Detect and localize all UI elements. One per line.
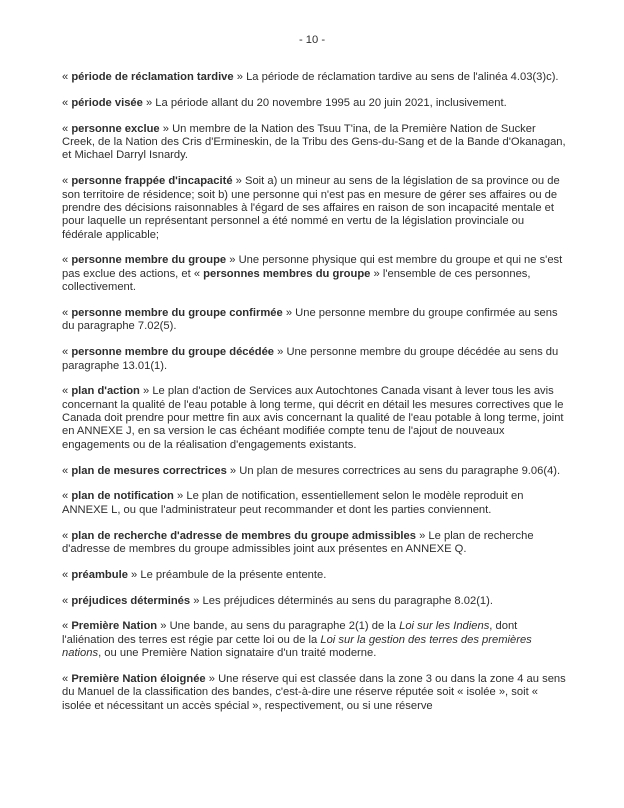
definition-text: « <box>62 96 72 109</box>
definition-paragraph <box>62 620 566 660</box>
definition-text: « <box>62 529 72 542</box>
definition-paragraph <box>62 595 566 608</box>
defined-term: plan d'action <box>71 385 140 398</box>
definition-paragraph <box>62 490 566 517</box>
definition-text: » Le plan d'action de Services aux Autochtones Canada visant à lever tous les avis concernant la qualité de l'eau potable à long terme, qui décrit en détail les mesures correctives que le Canada doit prendre pour mettre fin aux avis concernant la qualité de l'eau potable à long terme, joint en ANNEXE J, en sa version le cas échéant modifiée compte tenu de l'ajout de nouveaux engagements ou de la réalisation d'engagements existants. <box>62 385 564 451</box>
definition-paragraph <box>62 530 566 557</box>
definition-text: « <box>62 464 72 477</box>
law-title: Loi sur la gestion des terres des premières nations <box>62 633 532 660</box>
definition-text: « <box>62 568 72 581</box>
defined-term: personne membre du groupe confirmée <box>71 306 283 319</box>
defined-term: période de réclamation tardive <box>71 71 234 83</box>
definition-text: » l'ensemble de ces personnes, collectivement. <box>62 267 531 294</box>
definition-paragraph <box>62 465 566 478</box>
definition-paragraph <box>62 346 566 373</box>
definition-paragraph <box>62 569 566 582</box>
definition-text: « <box>62 490 72 503</box>
definition-text: » Le préambule de la présente entente. <box>127 568 327 581</box>
definition-text: » Le plan de recherche d'adresse de membres du groupe admissibles joint aux présentes en ANNEXE Q. <box>62 529 534 555</box>
definition-text: , dont l'aliénation des terres est régie par cette loi ou de la <box>62 620 518 646</box>
defined-term: personnes membres du groupe <box>203 267 371 280</box>
definition-text: « <box>62 594 72 607</box>
definition-text: » Une personne membre du groupe confirmée au sens du paragraphe 7.02(5). <box>62 306 558 333</box>
definition-paragraph <box>62 307 566 334</box>
definition-text: « <box>62 620 72 633</box>
definition-text: « <box>62 673 72 685</box>
definition-text: « <box>62 175 72 188</box>
definition-text: » Le plan de notification, essentiellement selon le modèle reproduit en ANNEXE L, ou que l'administrateur peut recommander et dont les parties conviennent. <box>62 490 524 516</box>
definition-text: » Un plan de mesures correctrices au sens du paragraphe 9.06(4). <box>226 464 561 477</box>
defined-term: période visée <box>71 96 143 109</box>
definition-text: » Les préjudices déterminés au sens du paragraphe 8.02(1). <box>190 594 493 607</box>
definition-paragraph <box>62 175 566 242</box>
defined-term: Première Nation <box>71 620 158 633</box>
defined-term: préjudices déterminés <box>71 594 191 607</box>
definition-paragraph <box>62 97 566 110</box>
definition-paragraph <box>62 71 566 84</box>
definition-text: « <box>62 306 72 319</box>
definition-text: « <box>62 122 72 135</box>
definition-text: » Une personne physique qui est membre du groupe et qui ne s'est pas exclue des actions, et « <box>62 254 563 280</box>
definition-text: , ou une Première Nation signataire d'un traité moderne. <box>98 647 377 660</box>
defined-term: plan de mesures correctrices <box>71 464 227 477</box>
definition-paragraph <box>62 254 566 294</box>
definition-text: » La période allant du 20 novembre 1995 au 20 juin 2021, inclusivement. <box>142 96 507 109</box>
defined-term: personne frappée d'incapacité <box>71 175 233 188</box>
definition-text: « <box>62 385 72 398</box>
definition-text: « <box>62 254 72 267</box>
definition-paragraph <box>62 673 566 713</box>
definition-text: » La période de réclamation tardive au sens de l'alinéa 4.03(3)c). <box>233 71 559 83</box>
defined-term: personne membre du groupe décédée <box>71 346 275 359</box>
law-title: Loi sur les Indiens <box>399 620 490 633</box>
definition-text: « <box>62 346 72 359</box>
document-body <box>62 71 566 713</box>
definition-text: » Une personne membre du groupe décédée au sens du paragraphe 13.01(1). <box>62 346 559 372</box>
defined-term: Première Nation éloignée <box>71 673 206 685</box>
definition-text: » Un membre de la Nation des Tsuu T'ina, de la Première Nation de Sucker Creek, de la Nation des Cris d'Ermineskin, de la Tribu des Gens-du-Sang et de la Bande d'Okanagan, et Michael Darryl Isnardy. <box>62 122 566 162</box>
definition-text: » Une bande, au sens du paragraphe 2(1) de la <box>157 620 400 633</box>
definition-text: « <box>62 71 72 83</box>
defined-term: personne exclue <box>71 122 160 135</box>
defined-term: personne membre du groupe <box>71 254 227 267</box>
definition-text: » Une réserve qui est classée dans la zone 3 ou dans la zone 4 au sens du Manuel de la classification des bandes, c'est-à-dire une réserve réputée soit « isolée », soit « isolée et nécessitant un accès spécial », respectivement, ou si une réserve <box>62 673 566 712</box>
definition-paragraph <box>62 385 566 452</box>
defined-term: plan de notification <box>71 490 174 503</box>
page-number: - 10 - <box>298 34 326 46</box>
definition-paragraph <box>62 123 566 163</box>
defined-term: préambule <box>71 568 128 581</box>
definition-text: » Soit a) un mineur au sens de la législation de sa province ou de son territoire de résidence; soit b) une personne qui n'est pas en mesure de gérer ses affaires ou de prendre des décisions raisonnables à l'égard de ses affaires en raison de son incapacité mentale et pour laquelle un représentant personnel a été nommé en vertu de la législation provinciale ou fédérale applicable; <box>62 175 560 241</box>
defined-term: plan de recherche d'adresse de membres du groupe admissibles <box>71 529 416 542</box>
